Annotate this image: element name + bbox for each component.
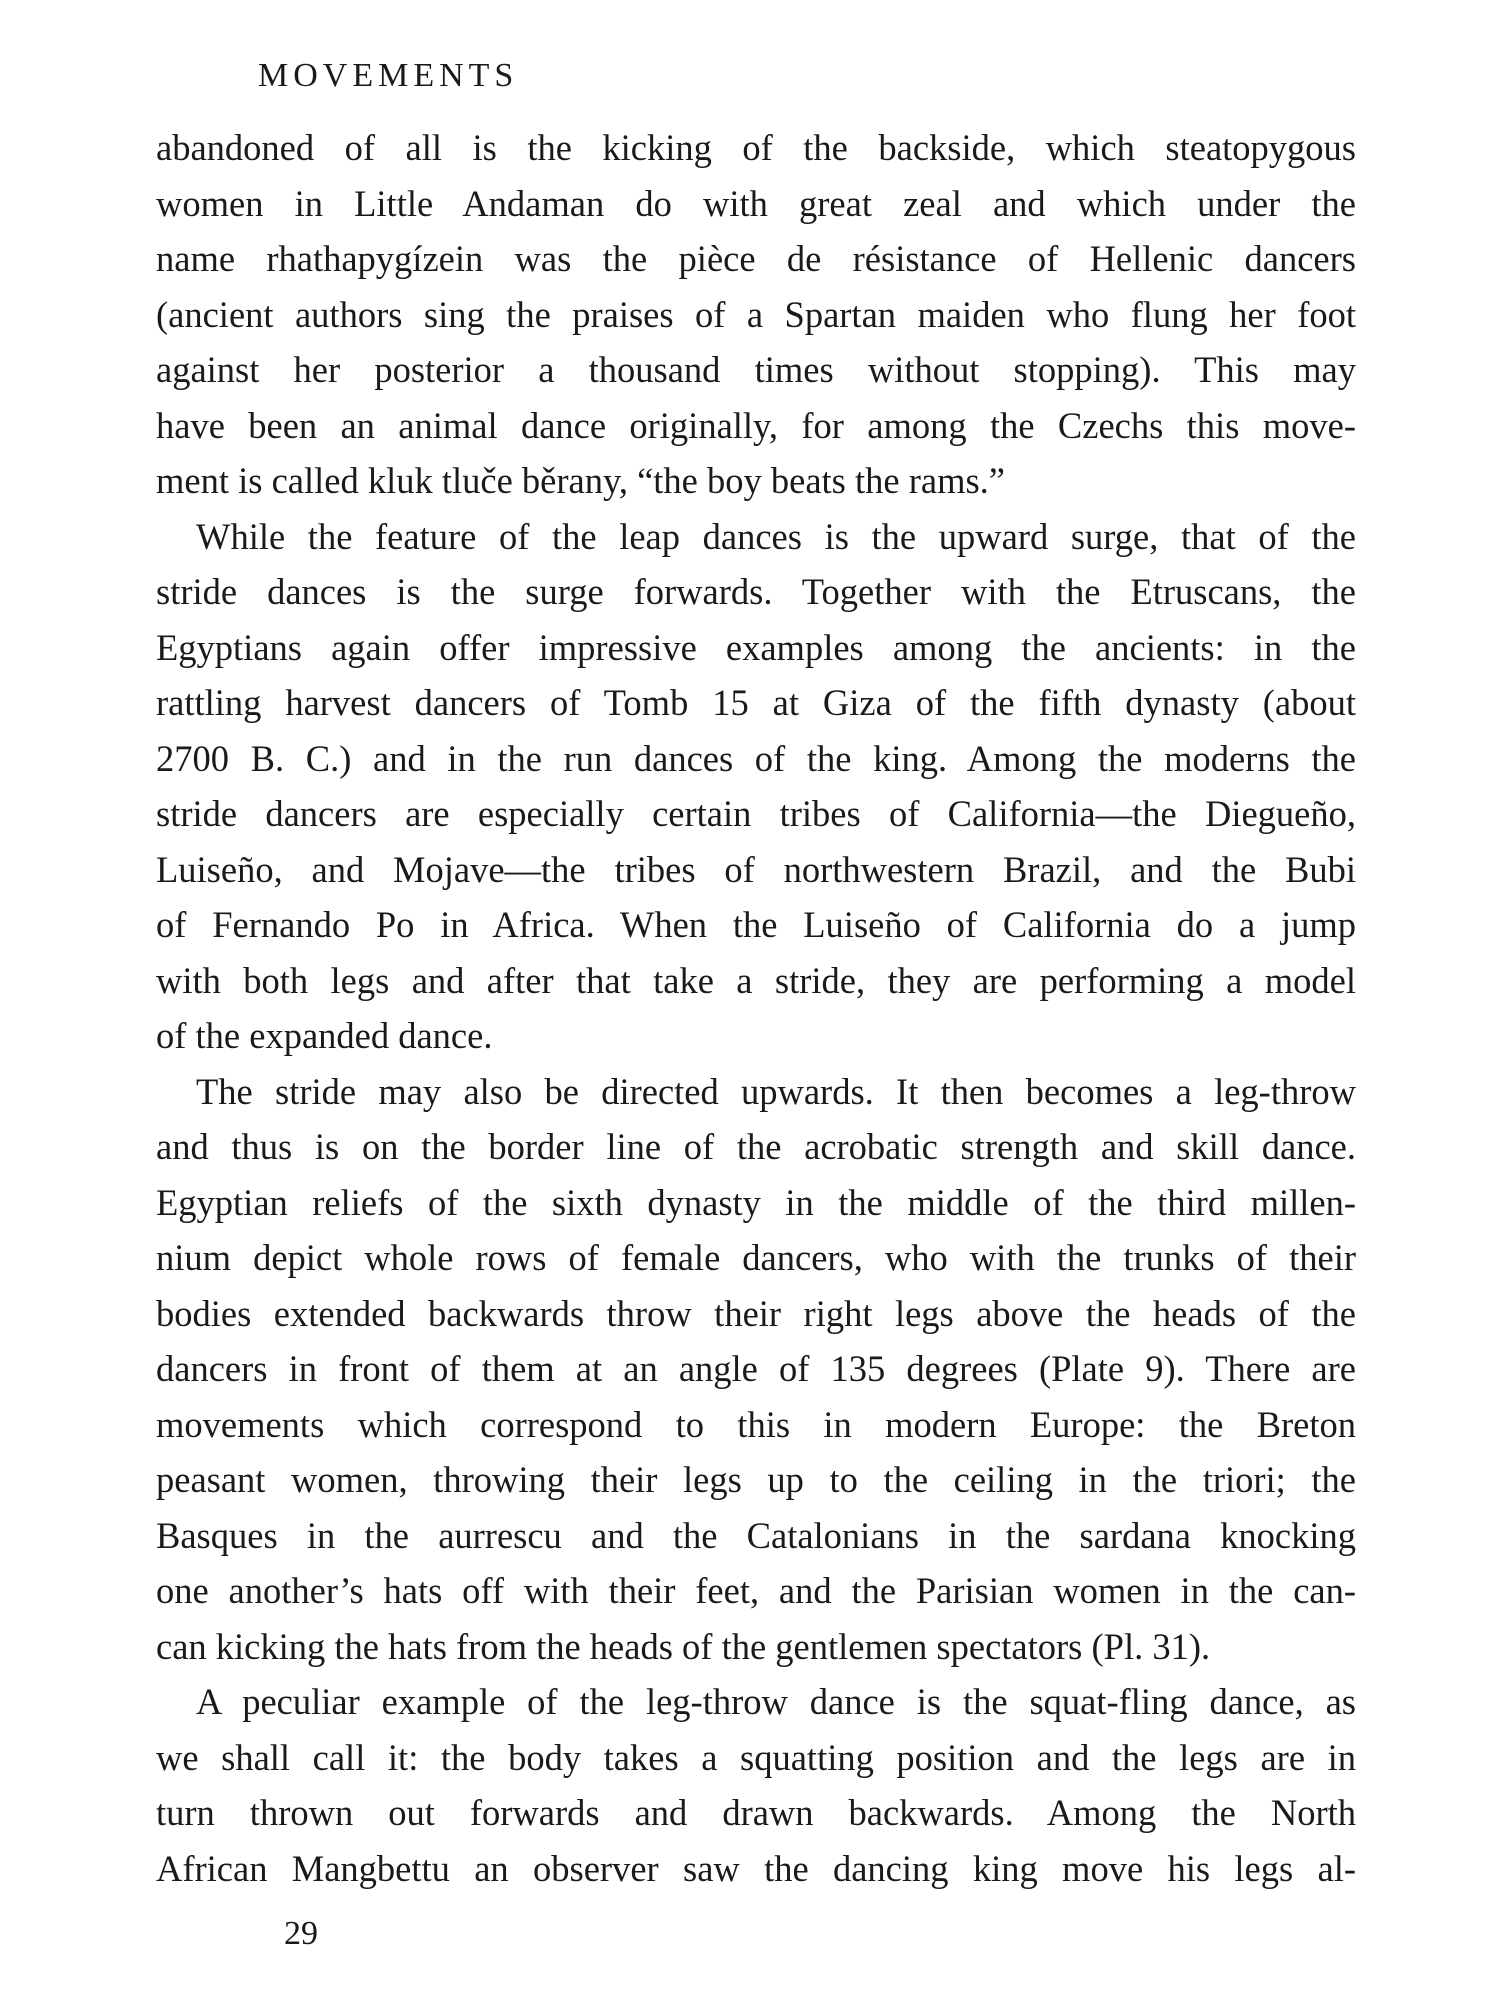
running-head: MOVEMENTS [258,57,519,94]
text-line: rattling harvest dancers of Tomb 15 at Giza of the fifth dynasty (about [156,682,1356,723]
text-line: A peculiar example of the leg-throw dance is the squat-fling dance, as [196,1681,1356,1722]
text-line: can kicking the hats from the heads of the gentlemen spectators (Pl. 31). [156,1625,1211,1667]
text-line: against her posterior a thousand times without stopping). This may [156,349,1356,390]
text-line: While the feature of the leap dances is the upward surge, that of the [196,515,1356,557]
text-line: turn thrown out forwards and drawn backwards. Among the North [156,1792,1356,1833]
text-line: 2700 B. C.) and in the run dances of the king. Among the moderns the [156,737,1356,779]
text-line: with both legs and after that take a stride, they are performing a model [156,959,1356,1001]
text-line: Egyptians again offer impressive examples among the ancients: in the [156,626,1356,668]
text-line: nium depict whole rows of female dancers, who with the trunks of their [156,1237,1356,1278]
text-line: women in Little Andaman do with great zeal and which under the [156,182,1356,224]
text-line: and thus is on the border line of the acrobatic strength and skill dance. [156,1126,1356,1167]
text-line: Luiseño, and Mojave—the tribes of northwestern Brazil, and the Bubi [156,848,1356,890]
text-line: African Mangbettu an observer saw the dancing king move his legs al- [156,1847,1356,1889]
text-line: of Fernando Po in Africa. When the Luiseño of California do a jump [156,904,1356,945]
text-line: stride dances is the surge forwards. Together with the Etruscans, the [156,571,1356,612]
text-line: of the expanded dance. [156,1015,493,1056]
text-line: dancers in front of them at an angle of 135 degrees (Plate 9). There are [156,1348,1356,1389]
text-line: movements which correspond to this in modern Europe: the Breton [156,1403,1356,1445]
text-line: The stride may also be directed upwards. It then becomes a leg-throw [196,1070,1356,1112]
text-line: abandoned of all is the kicking of the backside, which steatopygous [156,127,1356,168]
text-line: Basques in the aurrescu and the Catalonians in the sardana knocking [156,1514,1356,1556]
text-line: have been an animal dance originally, for among the Czechs this move- [156,404,1356,446]
body-text [156,120,1356,1896]
text-line: stride dancers are especially certain tribes of California—the Diegueño, [156,793,1356,834]
text-line: we shall call it: the body takes a squatting position and the legs are in [156,1736,1356,1778]
text-line: one another’s hats off with their feet, and the Parisian women in the can- [156,1570,1356,1611]
text-line: (ancient authors sing the praises of a Spartan maiden who flung her foot [156,293,1356,335]
text-line: Egyptian reliefs of the sixth dynasty in the middle of the third millen- [156,1181,1356,1223]
text-line: ment is called kluk tluče běrany, “the boy beats the rams.” [156,460,1005,501]
page-number: 29 [284,1915,318,1952]
text-line: peasant women, throwing their legs up to the ceiling in the triori; the [156,1459,1356,1500]
text-line: name rhathapygízein was the pièce de résistance of Hellenic dancers [156,238,1356,279]
text-line: bodies extended backwards throw their right legs above the heads of the [156,1292,1356,1334]
